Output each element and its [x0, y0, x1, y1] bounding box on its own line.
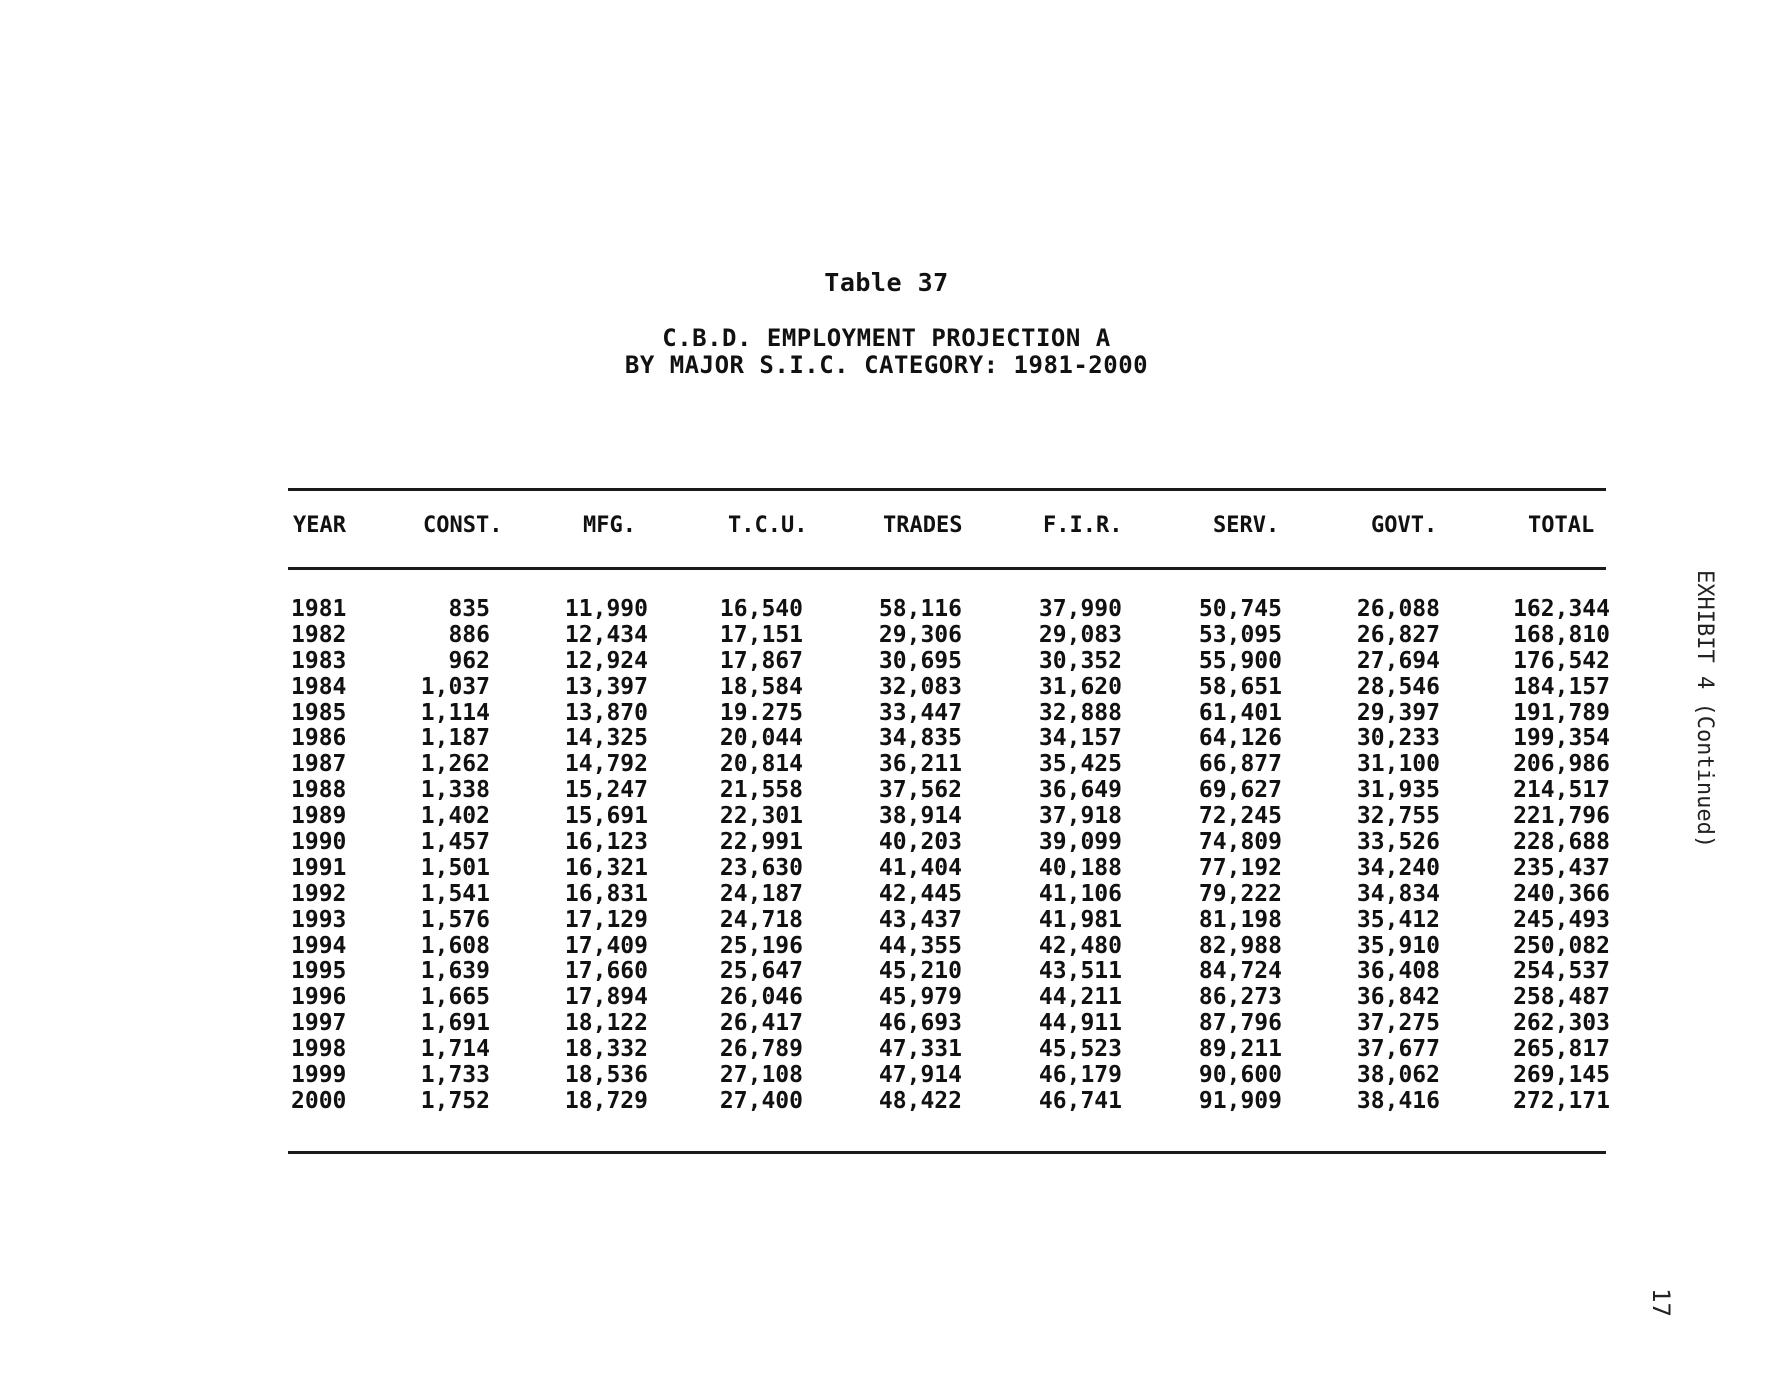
table-row [0, 829, 1773, 855]
cell-govt: 27,694 [1356, 647, 1440, 674]
table-row [0, 700, 1773, 726]
cell-trades: 42,445 [878, 880, 962, 907]
cell-total: 184,157 [1513, 673, 1610, 700]
cell-serv: 53,095 [1198, 621, 1282, 648]
cell-trades: 33,447 [878, 699, 962, 726]
cell-trades: 40,203 [878, 829, 962, 856]
cell-serv: 89,211 [1198, 1036, 1282, 1063]
cell-serv: 84,724 [1198, 958, 1282, 985]
cell-mfg: 17,894 [564, 984, 648, 1011]
cell-year: 1994 [291, 932, 347, 959]
column-header-fir: F.I.R. [1043, 513, 1123, 538]
table-row [0, 907, 1773, 933]
cell-govt: 38,062 [1356, 1062, 1440, 1089]
cell-fir: 34,157 [1038, 725, 1122, 752]
table-row [0, 855, 1773, 881]
table-row [0, 725, 1773, 751]
cell-tcu: 19.275 [719, 699, 803, 726]
table-subtitle-line1: C.B.D. EMPLOYMENT PROJECTION A [662, 324, 1111, 352]
cell-trades: 37,562 [878, 777, 962, 804]
cell-total: 254,537 [1513, 958, 1610, 985]
cell-serv: 74,809 [1198, 829, 1282, 856]
cell-const: 1,402 [420, 803, 490, 830]
table-row [0, 803, 1773, 829]
cell-year: 1984 [291, 673, 347, 700]
cell-govt: 30,233 [1356, 725, 1440, 752]
cell-total: 228,688 [1513, 829, 1610, 856]
cell-tcu: 22,991 [719, 829, 803, 856]
cell-serv: 81,198 [1198, 906, 1282, 933]
table-header-row [0, 513, 1773, 547]
table-row [0, 1010, 1773, 1036]
cell-fir: 29,083 [1038, 621, 1122, 648]
cell-tcu: 26,046 [719, 984, 803, 1011]
cell-mfg: 11,990 [564, 596, 648, 622]
column-header-govt: GOVT. [1371, 513, 1438, 538]
table-subtitle-line2: BY MAJOR S.I.C. CATEGORY: 1981-2000 [624, 351, 1149, 379]
cell-trades: 30,695 [878, 647, 962, 674]
cell-fir: 45,523 [1038, 1036, 1122, 1063]
cell-mfg: 17,129 [564, 906, 648, 933]
table-row [0, 881, 1773, 907]
cell-year: 1999 [291, 1062, 347, 1089]
table-row [0, 1036, 1773, 1062]
cell-total: 250,082 [1513, 932, 1610, 959]
cell-const: 1,338 [420, 777, 490, 804]
cell-trades: 38,914 [878, 803, 962, 830]
cell-serv: 55,900 [1198, 647, 1282, 674]
cell-tcu: 17,151 [719, 621, 803, 648]
table-row [0, 622, 1773, 648]
cell-mfg: 18,122 [564, 1010, 648, 1037]
cell-mfg: 15,247 [564, 777, 648, 804]
column-header-const: CONST. [423, 513, 503, 538]
cell-govt: 36,842 [1356, 984, 1440, 1011]
cell-tcu: 27,400 [719, 1087, 803, 1114]
cell-year: 1993 [291, 906, 347, 933]
cell-fir: 39,099 [1038, 829, 1122, 856]
cell-govt: 29,397 [1356, 699, 1440, 726]
cell-total: 168,810 [1513, 621, 1610, 648]
cell-trades: 29,306 [878, 621, 962, 648]
cell-trades: 44,355 [878, 932, 962, 959]
cell-serv: 69,627 [1198, 777, 1282, 804]
table-bottom-rule [288, 1151, 1606, 1154]
cell-serv: 58,651 [1198, 673, 1282, 700]
table-header-rule [288, 567, 1606, 570]
cell-const: 1,501 [420, 854, 490, 881]
cell-const: 1,576 [420, 906, 490, 933]
cell-mfg: 12,434 [564, 621, 648, 648]
cell-tcu: 16,540 [719, 596, 803, 622]
cell-const: 1,665 [420, 984, 490, 1011]
cell-tcu: 26,789 [719, 1036, 803, 1063]
table-row [0, 596, 1773, 622]
cell-mfg: 15,691 [564, 803, 648, 830]
cell-govt: 34,240 [1356, 854, 1440, 881]
cell-year: 1982 [291, 621, 347, 648]
cell-mfg: 18,729 [564, 1087, 648, 1114]
cell-const: 1,114 [420, 699, 490, 726]
cell-serv: 79,222 [1198, 880, 1282, 907]
table-row [0, 648, 1773, 674]
cell-tcu: 26,417 [719, 1010, 803, 1037]
cell-mfg: 18,536 [564, 1062, 648, 1089]
cell-fir: 37,918 [1038, 803, 1122, 830]
cell-total: 258,487 [1513, 984, 1610, 1011]
cell-mfg: 16,321 [564, 854, 648, 881]
cell-mfg: 13,397 [564, 673, 648, 700]
cell-const: 835 [448, 596, 490, 622]
cell-serv: 50,745 [1198, 596, 1282, 622]
cell-govt: 31,935 [1356, 777, 1440, 804]
cell-mfg: 13,870 [564, 699, 648, 726]
table-row [0, 1062, 1773, 1088]
cell-govt: 38,416 [1356, 1087, 1440, 1114]
cell-total: 262,303 [1513, 1010, 1610, 1037]
cell-year: 1983 [291, 647, 347, 674]
cell-year: 1998 [291, 1036, 347, 1063]
cell-govt: 34,834 [1356, 880, 1440, 907]
cell-mfg: 18,332 [564, 1036, 648, 1063]
cell-fir: 41,106 [1038, 880, 1122, 907]
cell-total: 235,437 [1513, 854, 1610, 881]
table-row [0, 1088, 1773, 1114]
cell-year: 1996 [291, 984, 347, 1011]
cell-mfg: 14,792 [564, 751, 648, 778]
column-header-serv: SERV. [1213, 513, 1280, 538]
cell-fir: 37,990 [1038, 596, 1122, 622]
cell-govt: 37,677 [1356, 1036, 1440, 1063]
cell-mfg: 17,409 [564, 932, 648, 959]
cell-total: 265,817 [1513, 1036, 1610, 1063]
table-row [0, 984, 1773, 1010]
cell-tcu: 27,108 [719, 1062, 803, 1089]
cell-const: 1,037 [420, 673, 490, 700]
cell-serv: 87,796 [1198, 1010, 1282, 1037]
cell-year: 1986 [291, 725, 347, 752]
cell-serv: 90,600 [1198, 1062, 1282, 1089]
cell-serv: 61,401 [1198, 699, 1282, 726]
cell-fir: 44,911 [1038, 1010, 1122, 1037]
cell-const: 1,457 [420, 829, 490, 856]
cell-trades: 32,083 [878, 673, 962, 700]
cell-govt: 32,755 [1356, 803, 1440, 830]
cell-const: 1,541 [420, 880, 490, 907]
cell-serv: 91,909 [1198, 1087, 1282, 1114]
cell-tcu: 25,196 [719, 932, 803, 959]
cell-tcu: 17,867 [719, 647, 803, 674]
table-body [0, 596, 1773, 1114]
cell-fir: 43,511 [1038, 958, 1122, 985]
cell-year: 1989 [291, 803, 347, 830]
cell-govt: 28,546 [1356, 673, 1440, 700]
column-header-mfg: MFG. [583, 513, 636, 538]
cell-trades: 47,331 [878, 1036, 962, 1063]
cell-const: 1,691 [420, 1010, 490, 1037]
cell-trades: 43,437 [878, 906, 962, 933]
cell-fir: 46,179 [1038, 1062, 1122, 1089]
cell-const: 962 [448, 647, 490, 674]
cell-trades: 34,835 [878, 725, 962, 752]
cell-year: 1997 [291, 1010, 347, 1037]
cell-trades: 46,693 [878, 1010, 962, 1037]
cell-tcu: 20,814 [719, 751, 803, 778]
column-header-tcu: T.C.U. [728, 513, 808, 538]
cell-tcu: 24,718 [719, 906, 803, 933]
page-number: 17 [1647, 1288, 1675, 1317]
cell-tcu: 20,044 [719, 725, 803, 752]
cell-fir: 31,620 [1038, 673, 1122, 700]
cell-total: 272,171 [1513, 1087, 1610, 1114]
cell-fir: 30,352 [1038, 647, 1122, 674]
cell-trades: 41,404 [878, 854, 962, 881]
cell-const: 1,639 [420, 958, 490, 985]
cell-year: 1988 [291, 777, 347, 804]
column-header-trades: TRADES [883, 513, 963, 538]
cell-tcu: 22,301 [719, 803, 803, 830]
cell-fir: 32,888 [1038, 699, 1122, 726]
cell-trades: 47,914 [878, 1062, 962, 1089]
cell-fir: 35,425 [1038, 751, 1122, 778]
cell-fir: 42,480 [1038, 932, 1122, 959]
cell-tcu: 18,584 [719, 673, 803, 700]
cell-fir: 44,211 [1038, 984, 1122, 1011]
cell-govt: 36,408 [1356, 958, 1440, 985]
cell-const: 1,187 [420, 725, 490, 752]
cell-year: 1985 [291, 699, 347, 726]
cell-total: 269,145 [1513, 1062, 1610, 1089]
cell-total: 176,542 [1513, 647, 1610, 674]
cell-year: 1987 [291, 751, 347, 778]
cell-const: 1,714 [420, 1036, 490, 1063]
cell-serv: 66,877 [1198, 751, 1282, 778]
cell-total: 221,796 [1513, 803, 1610, 830]
cell-total: 206,986 [1513, 751, 1610, 778]
cell-serv: 86,273 [1198, 984, 1282, 1011]
cell-total: 245,493 [1513, 906, 1610, 933]
cell-const: 1,608 [420, 932, 490, 959]
cell-const: 1,733 [420, 1062, 490, 1089]
cell-trades: 45,210 [878, 958, 962, 985]
cell-serv: 64,126 [1198, 725, 1282, 752]
cell-govt: 26,088 [1356, 596, 1440, 622]
cell-fir: 46,741 [1038, 1087, 1122, 1114]
cell-govt: 26,827 [1356, 621, 1440, 648]
cell-serv: 82,988 [1198, 932, 1282, 959]
cell-total: 191,789 [1513, 699, 1610, 726]
table-top-rule [288, 488, 1606, 491]
cell-fir: 36,649 [1038, 777, 1122, 804]
cell-mfg: 16,831 [564, 880, 648, 907]
cell-tcu: 25,647 [719, 958, 803, 985]
cell-govt: 37,275 [1356, 1010, 1440, 1037]
cell-serv: 72,245 [1198, 803, 1282, 830]
cell-mfg: 17,660 [564, 958, 648, 985]
cell-mfg: 12,924 [564, 647, 648, 674]
cell-year: 1990 [291, 829, 347, 856]
cell-fir: 41,981 [1038, 906, 1122, 933]
cell-year: 1991 [291, 854, 347, 881]
table-row [0, 751, 1773, 777]
cell-year: 1992 [291, 880, 347, 907]
cell-trades: 36,211 [878, 751, 962, 778]
table-row [0, 674, 1773, 700]
table-row [0, 958, 1773, 984]
cell-trades: 45,979 [878, 984, 962, 1011]
cell-year: 1981 [291, 596, 347, 622]
cell-mfg: 14,325 [564, 725, 648, 752]
cell-tcu: 24,187 [719, 880, 803, 907]
cell-govt: 31,100 [1356, 751, 1440, 778]
column-header-year: YEAR [293, 513, 346, 538]
cell-mfg: 16,123 [564, 829, 648, 856]
table-row [0, 777, 1773, 803]
cell-const: 886 [448, 621, 490, 648]
cell-govt: 33,526 [1356, 829, 1440, 856]
cell-tcu: 23,630 [719, 854, 803, 881]
cell-year: 1995 [291, 958, 347, 985]
cell-const: 1,752 [420, 1087, 490, 1114]
table-title: Table 37 [824, 268, 949, 297]
cell-tcu: 21,558 [719, 777, 803, 804]
cell-total: 199,354 [1513, 725, 1610, 752]
cell-govt: 35,412 [1356, 906, 1440, 933]
column-header-total: TOTAL [1528, 513, 1595, 538]
cell-fir: 40,188 [1038, 854, 1122, 881]
cell-trades: 48,422 [878, 1087, 962, 1114]
cell-const: 1,262 [420, 751, 490, 778]
exhibit-label: EXHIBIT 4 (Continued) [1692, 570, 1717, 849]
cell-trades: 58,116 [878, 596, 962, 622]
table-row [0, 933, 1773, 959]
cell-serv: 77,192 [1198, 854, 1282, 881]
cell-total: 162,344 [1513, 596, 1610, 622]
cell-total: 214,517 [1513, 777, 1610, 804]
cell-year: 2000 [291, 1087, 347, 1114]
cell-govt: 35,910 [1356, 932, 1440, 959]
cell-total: 240,366 [1513, 880, 1610, 907]
